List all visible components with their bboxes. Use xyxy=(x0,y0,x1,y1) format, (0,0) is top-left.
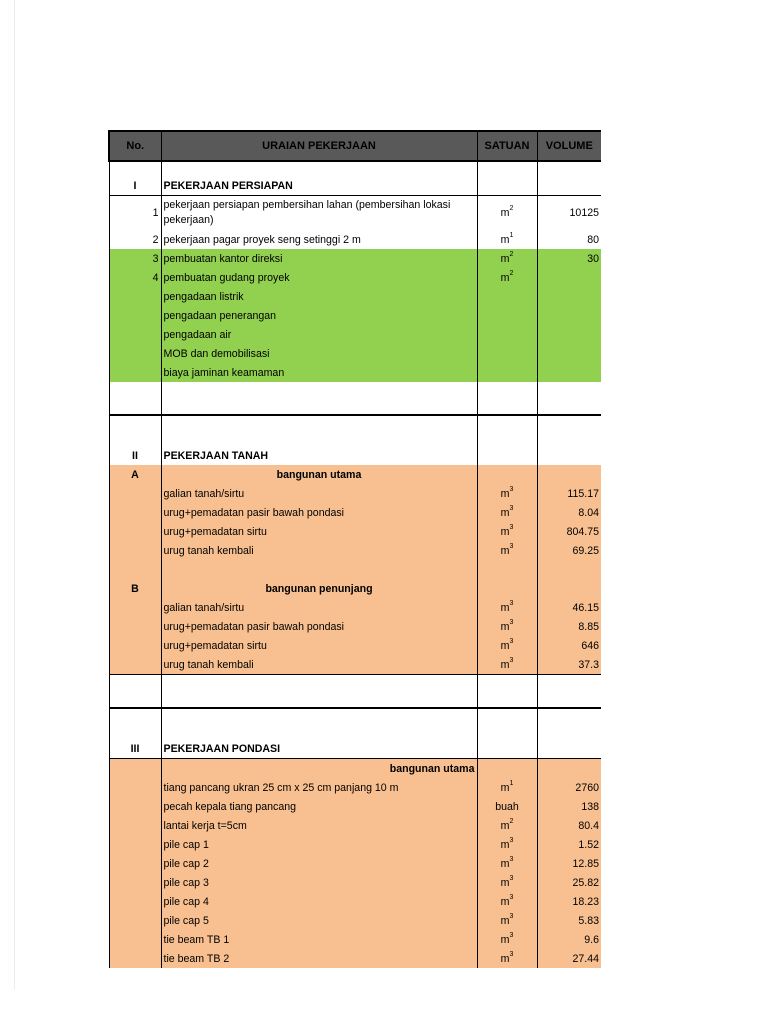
item-unit: $m^3$ xyxy=(477,636,537,655)
item-number: 3 xyxy=(109,249,161,268)
table-row xyxy=(109,892,601,911)
item-description: MOB dan demobilisasi xyxy=(161,344,477,363)
item-unit: $m^3$ xyxy=(477,930,537,949)
blank-row xyxy=(109,675,601,709)
item-volume: 12.85 xyxy=(537,854,601,873)
item-description: urug+pemadatan sirtu xyxy=(161,522,477,541)
work-volume-table xyxy=(108,130,601,968)
header-volume: VOLUME xyxy=(537,131,601,161)
item-description: pembuatan kantor direksi xyxy=(161,249,477,268)
spacer-row xyxy=(109,708,601,739)
spacer-row xyxy=(109,560,601,579)
item-description: biaya jaminan keamaman xyxy=(161,363,477,382)
item-description: pile cap 3 xyxy=(161,873,477,892)
subsection-title: bangunan penunjang xyxy=(161,579,477,598)
table-row xyxy=(109,325,601,344)
item-volume xyxy=(537,268,601,287)
page-edge xyxy=(14,0,15,990)
table-row xyxy=(109,873,601,892)
item-description: urug tanah kembali xyxy=(161,541,477,560)
item-description: tiang pancang ukran 25 cm x 25 cm panjang 10 m xyxy=(161,778,477,797)
table-row xyxy=(109,503,601,522)
item-volume: 46.15 xyxy=(537,598,601,617)
item-unit: $m^3$ xyxy=(477,541,537,560)
table-row xyxy=(109,268,601,287)
subsection-row xyxy=(109,759,601,779)
table-row xyxy=(109,617,601,636)
item-number: 4 xyxy=(109,268,161,287)
table-row xyxy=(109,835,601,854)
header-uraian: URAIAN PEKERJAAN xyxy=(161,131,477,161)
table-row xyxy=(109,484,601,503)
item-unit: $m^3$ xyxy=(477,873,537,892)
item-volume: 80.4 xyxy=(537,816,601,835)
item-description: urug+pemadatan sirtu xyxy=(161,636,477,655)
table-row xyxy=(109,598,601,617)
table-row xyxy=(109,949,601,968)
item-description: tie beam TB 1 xyxy=(161,930,477,949)
item-description: urug+pemadatan pasir bawah pondasi xyxy=(161,617,477,636)
item-unit: $m^3$ xyxy=(477,655,537,675)
header-satuan: SATUAN xyxy=(477,131,537,161)
item-unit: $m^3$ xyxy=(477,854,537,873)
table-row xyxy=(109,306,601,325)
item-unit: $m^1$ xyxy=(477,778,537,797)
item-volume: 9.6 xyxy=(537,930,601,949)
item-unit: $m^1$ xyxy=(477,230,537,249)
item-volume: 18.23 xyxy=(537,892,601,911)
table-row xyxy=(109,816,601,835)
item-volume: 115.17 xyxy=(537,484,601,503)
item-volume: 1.52 xyxy=(537,835,601,854)
section-row xyxy=(109,446,601,465)
item-description: pecah kepala tiang pancang xyxy=(161,797,477,816)
subsection-row xyxy=(109,465,601,484)
item-number: 2 xyxy=(109,230,161,249)
header-no: No. xyxy=(109,131,161,161)
item-volume: 8.85 xyxy=(537,617,601,636)
item-unit: $m^2$ xyxy=(477,816,537,835)
item-volume: 30 xyxy=(537,249,601,268)
table-row xyxy=(109,249,601,268)
item-description: pile cap 4 xyxy=(161,892,477,911)
table-row xyxy=(109,797,601,816)
table-header-row xyxy=(109,131,601,161)
blank-row xyxy=(109,382,601,415)
table-row xyxy=(109,854,601,873)
item-description: tie beam TB 2 xyxy=(161,949,477,968)
item-description: pengadaan listrik xyxy=(161,287,477,306)
spacer-row xyxy=(109,161,601,176)
item-volume: 37.3 xyxy=(537,655,601,675)
section-title: PEKERJAAN PONDASI xyxy=(161,739,477,759)
section-number: II xyxy=(109,446,161,465)
item-description: pekerjaan pagar proyek seng setinggi 2 m xyxy=(161,230,477,249)
item-description: pengadaan penerangan xyxy=(161,306,477,325)
item-unit: $m^3$ xyxy=(477,617,537,636)
subsection-title: bangunan utama xyxy=(161,465,477,484)
subsection-row xyxy=(109,579,601,598)
subsection-letter: A xyxy=(109,465,161,484)
item-volume: 804.75 xyxy=(537,522,601,541)
item-unit: $m^2$ xyxy=(477,268,537,287)
item-description: urug tanah kembali xyxy=(161,655,477,675)
section-number: III xyxy=(109,739,161,759)
item-description: pengadaan air xyxy=(161,325,477,344)
section-number: I xyxy=(109,176,161,196)
item-unit: $m^2$ xyxy=(477,249,537,268)
item-description: pile cap 5 xyxy=(161,911,477,930)
item-number: 1 xyxy=(109,196,161,231)
item-unit: $m^3$ xyxy=(477,598,537,617)
item-unit: $m^3$ xyxy=(477,892,537,911)
table-row xyxy=(109,636,601,655)
item-unit: $m^3$ xyxy=(477,503,537,522)
table-row xyxy=(109,655,601,675)
item-volume: 8.04 xyxy=(537,503,601,522)
item-volume: 5.83 xyxy=(537,911,601,930)
subsection-letter: B xyxy=(109,579,161,598)
table-row xyxy=(109,344,601,363)
item-description: urug+pemadatan pasir bawah pondasi xyxy=(161,503,477,522)
item-unit: buah xyxy=(477,797,537,816)
table-row xyxy=(109,541,601,560)
item-volume: 2760 xyxy=(537,778,601,797)
item-unit: $m^3$ xyxy=(477,522,537,541)
item-unit: $m^3$ xyxy=(477,835,537,854)
item-volume: 25.82 xyxy=(537,873,601,892)
table-row xyxy=(109,196,601,231)
section-row xyxy=(109,739,601,759)
section-title: PEKERJAAN PERSIAPAN xyxy=(161,176,477,196)
item-volume: 27.44 xyxy=(537,949,601,968)
subsection-title: bangunan utama xyxy=(161,759,477,779)
section-title: PEKERJAAN TANAH xyxy=(161,446,477,465)
item-volume: 646 xyxy=(537,636,601,655)
item-unit: $m^3$ xyxy=(477,911,537,930)
item-volume: 69.25 xyxy=(537,541,601,560)
section-row xyxy=(109,176,601,196)
item-volume: 80 xyxy=(537,230,601,249)
item-description: galian tanah/sirtu xyxy=(161,484,477,503)
table-row xyxy=(109,363,601,382)
item-description: lantai kerja t=5cm xyxy=(161,816,477,835)
item-description: pembuatan gudang proyek xyxy=(161,268,477,287)
item-unit: $m^3$ xyxy=(477,949,537,968)
table-row xyxy=(109,522,601,541)
table-row xyxy=(109,930,601,949)
item-volume: 138 xyxy=(537,797,601,816)
item-description: pile cap 1 xyxy=(161,835,477,854)
table-row xyxy=(109,230,601,249)
item-description: pekerjaan persiapan pembersihan lahan (pembersihan lokasi pekerjaan) xyxy=(161,196,477,231)
item-unit: $m^2$ xyxy=(477,196,537,231)
item-description: galian tanah/sirtu xyxy=(161,598,477,617)
spacer-row xyxy=(109,415,601,446)
table-row xyxy=(109,911,601,930)
table-row xyxy=(109,778,601,797)
item-unit: $m^3$ xyxy=(477,484,537,503)
table-row xyxy=(109,287,601,306)
item-description: pile cap 2 xyxy=(161,854,477,873)
item-volume: 10125 xyxy=(537,196,601,231)
